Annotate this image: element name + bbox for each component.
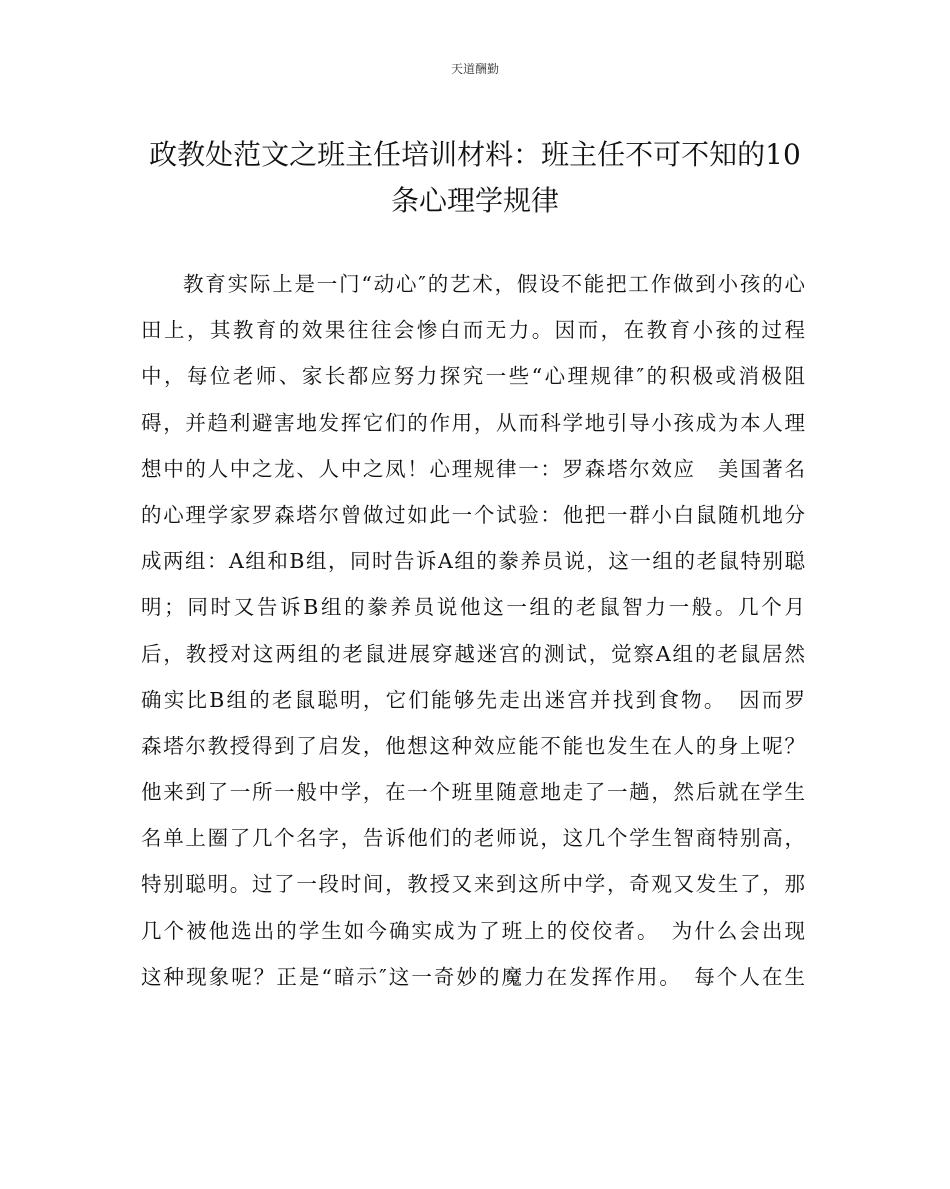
text-line: 几个被他选出的学生如今确实成为了班上的佼佼者。 为什么会出现 <box>141 918 805 943</box>
title-line: 条心理学规律 <box>390 184 559 217</box>
text-line: 特别聪明。过了一段时间，教授又来到这所中学，奇观又发生了，那 <box>141 872 805 897</box>
text-line: 成两组：A组和B组，同时告诉A组的豢养员说，这一组的老鼠特别聪 <box>141 549 805 574</box>
text-line: 的心理学家罗森塔尔曾做过如此一个试验：他把一群小白鼠随机地分 <box>141 502 805 527</box>
header-note: 天道酬勤 <box>450 62 499 76</box>
text-line: 明；同时又告诉B组的豢养员说他这一组的老鼠智力一般。几个月 <box>141 595 805 620</box>
text-line: 名单上圈了几个名字，告诉他们的老师说，这几个学生智商特别高， <box>141 826 805 851</box>
text-line: 他来到了一所一般中学，在一个班里随意地走了一趟，然后就在学生 <box>141 780 805 805</box>
text-line: 田上，其教育的效果往往会惨白而无力。因而，在教育小孩的过程 <box>141 318 805 343</box>
text-line: 确实比B组的老鼠聪明，它们能够先走出迷宫并找到食物。 因而罗 <box>141 687 805 712</box>
document-title <box>140 132 810 224</box>
text-line: 后，教授对这两组的老鼠进展穿越迷宫的测试，觉察A组的老鼠居然 <box>141 641 805 666</box>
text-line: 森塔尔教授得到了启发，他想这种效应能不能也发生在人的身上呢？ <box>141 733 805 758</box>
title-line: 政教处范文之班主任培训材料：班主任不可不知的10 <box>149 138 801 171</box>
text-line: 想中的人中之龙、人中之凤！心理规律一：罗森塔尔效应 美国著名 <box>141 456 805 481</box>
text-line: 碍，并趋利避害地发挥它们的作用，从而科学地引导小孩成为本人理 <box>141 410 805 435</box>
text-line: 中，每位老师、家长都应努力探究一些“心理规律″的积极或消极阻 <box>141 364 805 389</box>
text-line: 教育实际上是一门“动心″的艺术，假设不能把工作做到小孩的心 <box>183 272 805 296</box>
text-line: 这种现象呢？正是“暗示″这一奇妙的魔力在发挥作用。 每个人在生 <box>141 964 805 989</box>
body-text <box>141 261 805 1000</box>
